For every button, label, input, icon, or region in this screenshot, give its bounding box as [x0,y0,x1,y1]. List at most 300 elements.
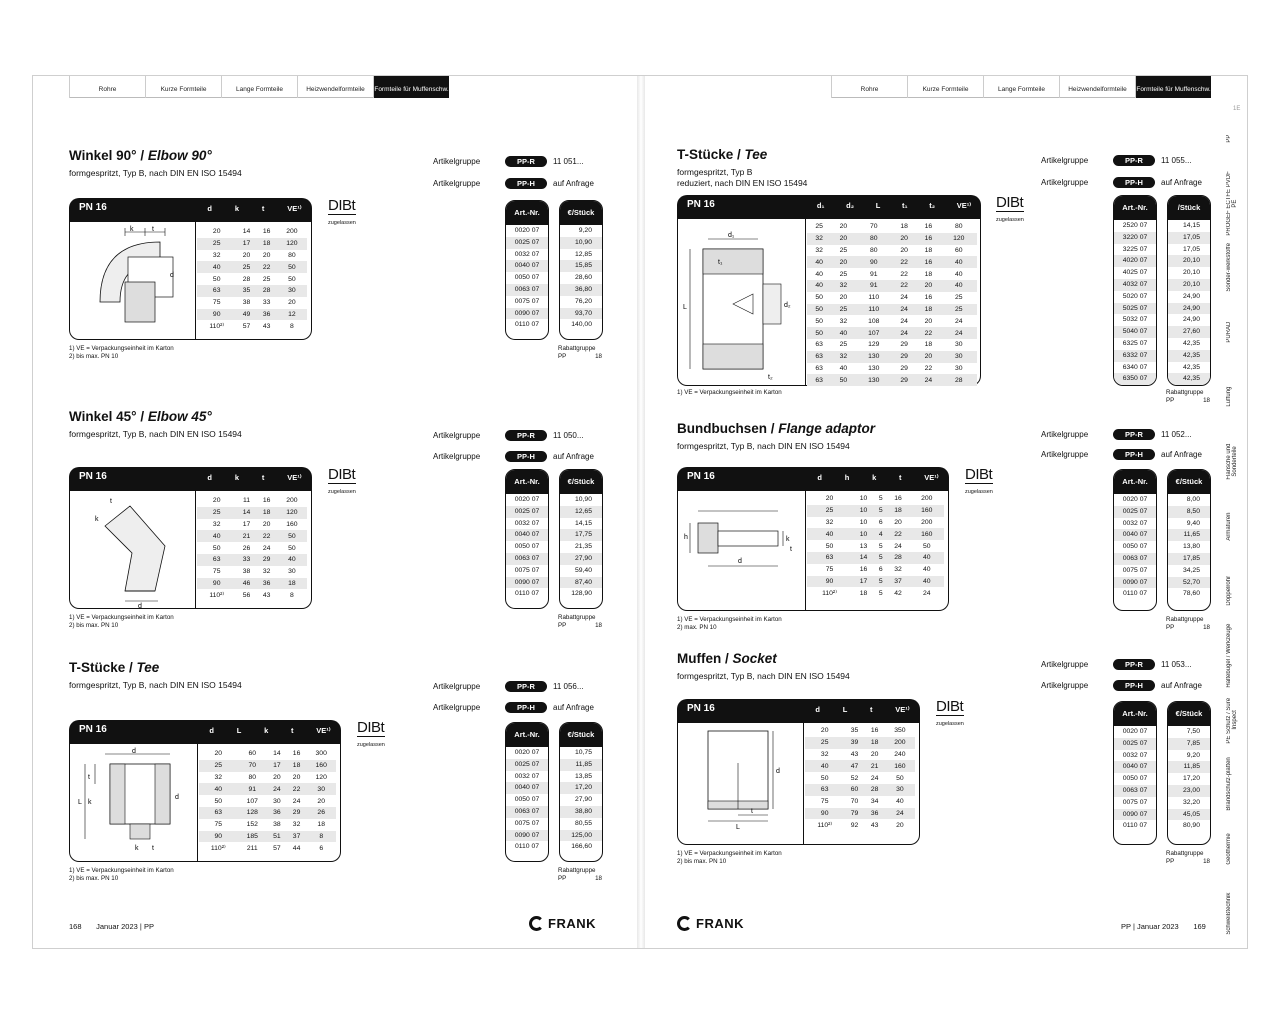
table-cell: 120 [277,507,307,519]
footnotes: 1) VE = Verpackungseinheit im Karton 2) bis max. PN 10 [69,867,174,882]
flange-adaptor-drawing [678,491,806,610]
table-cell: 25 [805,737,844,749]
pn-header: PN 16 [69,467,312,491]
table-cell: 6 [878,518,883,526]
table-cell: 200 [921,518,933,526]
table-row [807,351,977,363]
table-cell: 50 [825,542,834,550]
table-cell: 24 [894,542,902,550]
art-nr-value: 0063 07 [506,806,548,818]
table-cell: 47 [844,760,864,772]
art-nr-value: 0050 07 [514,543,540,551]
footnotes: 1) VE = Verpackungseinheit im Karton 2) bis max. PN 10 [69,614,174,629]
section-title: T-Stücke / Tee [677,147,768,162]
art-nr-column: Art.-Nr. 2520 07 3220 07 3225 07 4020 07 4025 07 4032 07 5020 07 5025 07 5032 07 5040 07 6325 07 6332 07 6340 07 6350 07 [1113,195,1157,386]
art-nr-value: 0090 07 [506,308,548,320]
svg-text:d: d [776,768,780,775]
table-cell: 4 [875,528,887,540]
price-value: 13,85 [574,772,592,780]
table-cell: 40 [805,760,844,772]
table-row [807,552,944,564]
art-nr-value: 0090 07 [506,830,548,842]
price-value: 9,20 [578,227,592,234]
art-nr-value: 0040 07 [506,529,548,541]
art-nr-value: 0025 07 [506,759,548,771]
art-nr-column: Art.-Nr. 0020 07 0025 07 0032 07 0040 07 0050 07 0063 07 0075 07 0090 07 0110 07 [505,469,549,609]
table-row [197,589,307,601]
table-cell: 32 [831,280,855,292]
art-nr-column: Art.-Nr. 0020 07 0025 07 0032 07 0040 07 0050 07 0063 07 0075 07 0090 07 0110 07 [505,200,549,340]
table-cell: 16 [924,223,933,231]
table-cell: 24 [941,327,977,339]
table-cell: 50 [831,374,855,386]
table-cell: 36 [257,578,277,590]
table-row [807,256,977,268]
table-cell: 30 [885,784,915,796]
table-cell: 43 [870,821,879,829]
section-subtitle: formgespritzt, Typ B, nach DIN EN ISO 15494 [677,441,850,451]
table-cell: 32 [214,773,223,781]
art-nr-value: 0032 07 [514,250,540,258]
table-cell: 30 [288,568,296,576]
table-row [197,578,307,590]
table-cell: 40 [922,566,931,574]
price-value: 9,40 [1186,519,1200,527]
table-cell: 18 [900,223,908,231]
table-cell: 63 [807,374,831,386]
tab-lange-formteile[interactable]: Lange Formteile [221,76,297,98]
art-nr-column: Art.-Nr. 0020 07 0025 07 0032 07 0040 07 0050 07 0063 07 0075 07 0090 07 0110 07 [1113,469,1157,611]
table-row [807,505,944,517]
price-value: 27,90 [574,796,592,804]
table-cell: 42 [894,589,902,597]
table-row [197,495,307,507]
section-winkel-45 [69,409,609,649]
category-tabs-right [831,76,1211,98]
table-cell: 20 [839,294,848,302]
table-cell: 110²⁾ [209,323,225,331]
tab-muffenschweiss[interactable]: Formteile für Muffenschw. [373,76,449,98]
table-cell: 16 [292,750,301,758]
table-cell: 75 [212,568,221,576]
art-nr-value: 0032 07 [1122,519,1148,527]
table-row [199,748,336,760]
table-cell: 28 [941,374,977,386]
table-cell: 24 [292,797,301,805]
table-cell: 26 [242,544,251,552]
table-cell: 30 [277,285,307,297]
table-row [807,233,977,245]
art-nr-value: 0075 07 [1122,798,1148,806]
table-cell: 50 [922,542,931,550]
tab-heizwendelformteile[interactable]: Heizwendelformteile [1059,76,1135,98]
table-cell: 32 [820,750,829,758]
table-cell: 200 [286,228,298,236]
table-cell: 18 [886,505,909,517]
table-cell: 50 [212,544,221,552]
table-cell: 18 [924,270,933,278]
art-nr-value: 0020 07 [514,496,540,503]
price-value: 11,85 [560,759,602,771]
price-value: 15,85 [560,260,602,272]
table-cell: 50 [277,261,307,273]
art-nr-value: 5040 07 [1114,326,1156,338]
table-cell: 57 [242,322,251,330]
side-nav-item[interactable]: Armaturen [1226,511,1232,540]
table-cell: 79 [844,808,864,820]
table-cell: 91 [856,280,892,292]
table-cell: 160 [909,505,944,517]
side-nav-item[interactable]: PURAD [1226,321,1232,343]
art-nr-value: 0020 07 [514,749,540,756]
dimension-table [199,748,336,854]
table-cell: 211 [246,844,258,852]
table-cell: 129 [868,341,880,349]
table-cell: 120 [941,233,977,245]
table-cell: 37 [287,831,307,843]
price-value: 12,85 [574,250,592,258]
table-header: d h k t VE¹⁾ [817,473,939,482]
svg-text:d₂: d₂ [784,302,791,309]
table-cell: 40 [831,327,855,339]
table-row [199,760,336,772]
table-cell: 29 [900,364,908,372]
art-nr-value: 0075 07 [1122,566,1148,574]
art-nr-column: Art.-Nr. 0020 07 0025 07 0032 07 0040 07 0050 07 0063 07 0075 07 0090 07 0110 07 [505,722,549,862]
table-cell: 17 [267,760,287,772]
table-cell: 16 [916,233,940,245]
art-nr-value: 0050 07 [1122,543,1148,551]
table-cell: 25 [941,304,977,316]
table-cell: 20 [262,520,271,528]
table-cell: 25 [839,270,848,278]
section-subtitle: formgespritzt, Typ B, nach DIN EN ISO 15494 [69,429,242,439]
table-cell: 32 [262,568,271,576]
table-cell: 50 [815,317,823,325]
table-cell: 240 [894,750,906,758]
art-nr-value: 0025 07 [1114,738,1156,750]
table-row [807,493,944,505]
table-cell: 38 [273,821,281,829]
table-cell: 63 [199,807,238,819]
table-cell: 70 [238,760,268,772]
table-row [805,819,915,831]
table-row [197,566,307,578]
table-row [807,292,977,304]
side-nav-item[interactable]: Lüftung [1226,386,1232,407]
price-value: 20,10 [1182,269,1200,277]
price-value: 28,60 [574,274,592,282]
table-cell: 5 [878,542,883,550]
art-nr-value: 6350 07 [1114,373,1156,385]
table-cell: 20 [214,750,223,758]
tab-kurze-formteile[interactable]: Kurze Formteile [145,76,221,98]
side-nav-item[interactable]: Haltebügel / Werkzeuge [1226,623,1232,688]
table-row [805,796,915,808]
table-cell: 16 [916,256,940,268]
price-value: 45,05 [1168,809,1210,821]
dibt-mark: DIBt zugelassen [357,720,385,753]
table-cell: 75 [820,798,829,806]
table-header: d L k t VE¹⁾ [209,726,331,735]
tab-rohre[interactable]: Rohre [831,76,907,98]
frank-logo: FRANK [529,916,596,931]
svg-text:d: d [132,748,136,755]
table-cell: 14 [236,507,256,519]
dimension-table [807,493,944,599]
table-cell: 16 [870,727,879,735]
footnotes: 1) VE = Verpackungseinheit im Karton 2) bis max. PN 10 [677,850,782,865]
table-cell: 16 [262,497,271,505]
art-nr-value: 0063 07 [1114,785,1156,797]
table-cell: 40 [909,576,944,588]
table-cell: 25 [807,505,852,517]
price-value: 17,05 [1168,232,1210,244]
table-cell: 50 [896,774,904,782]
table-cell: 110 [868,294,880,302]
tab-muffenschweiss[interactable]: Formteile für Muffenschw. [1135,76,1211,98]
tee-drawing [70,744,198,861]
table-row [807,576,944,588]
artikelgruppe-pp-h: Artikelgruppe PP-H auf Anfrage [1041,450,1202,459]
table-cell: 107 [856,327,892,339]
art-nr-value: 0075 07 [514,566,540,574]
tab-heizwendelformteile[interactable]: Heizwendelformteile [297,76,373,98]
svg-text:t: t [790,546,792,553]
table-cell: 40 [807,256,831,268]
side-nav-item[interactable]: Brandschutz-platten [1226,757,1232,812]
table-cell: 63 [807,552,852,564]
price-column: €/Stück 8,00 8,50 9,40 11,65 13,80 17,85 34,25 52,70 78,60 [1167,469,1211,611]
table-cell: 17 [242,520,251,528]
price-value: 14,15 [574,519,592,527]
side-nav-item[interactable]: PE Schutz / Sure Inspect [1226,696,1238,743]
table-cell: 21 [865,760,885,772]
side-nav-item[interactable]: Geothermie [1226,833,1232,865]
table-cell: 160 [306,760,336,772]
table-cell: 29 [892,374,916,386]
table-cell: 200 [885,737,915,749]
table-cell: 18 [317,821,325,829]
table-row [199,842,336,854]
rabattgruppe: Rabattgruppe PP 18 [558,345,602,360]
price-value: 76,20 [574,297,592,305]
table-cell: 25 [199,760,238,772]
table-cell: 25 [197,238,236,250]
table-cell: 40 [199,783,238,795]
table-cell: 25 [839,341,848,349]
table-row [805,737,915,749]
dimension-table [197,226,307,332]
table-cell: 80 [869,246,878,254]
table-cell: 160 [909,528,944,540]
frank-logo: FRANK [677,916,744,931]
svg-text:k: k [130,226,134,233]
table-cell: 30 [306,783,336,795]
table-cell: 70 [869,223,878,231]
table-row [807,315,977,327]
table-row [197,542,307,554]
art-nr-value: 0050 07 [514,796,540,804]
art-nr-value: 4032 07 [1114,279,1156,291]
table-header: d k t VE¹⁾ [207,204,302,213]
art-nr-value: 0020 07 [1122,728,1148,735]
side-nav-item[interactable]: Doppelrohr [1226,575,1232,606]
table-cell: 22 [892,280,916,292]
table-cell: 39 [844,737,864,749]
svg-text:h: h [684,534,688,541]
artikelgruppe-pp-r: Artikelgruppe PP-R 11 056... [433,682,584,691]
pn-header: PN 16 [69,720,341,744]
dibt-mark: DIBt zugelassen [328,198,356,231]
table-header: d L t VE¹⁾ [815,705,910,714]
svg-text:d: d [170,272,174,279]
table-cell: 20 [831,233,855,245]
table-cell: 120 [277,238,307,250]
table-cell: 60 [248,750,257,758]
section-title: Bundbuchsen / Flange adaptor [677,421,876,436]
price-value: 87,40 [560,577,602,589]
price-value: 8,50 [1168,506,1210,518]
table-cell: 24 [870,774,879,782]
tab-rohre[interactable]: Rohre [69,76,145,98]
table-cell: 28 [865,784,885,796]
table-cell: 25 [815,223,823,231]
table-cell: 20 [894,518,902,526]
table-cell: 5 [878,495,883,503]
section-socket [677,651,1217,891]
price-value: 27,60 [1168,326,1210,338]
section-subtitle: formgespritzt, Typ B, nach DIN EN ISO 15494 [677,671,850,681]
artikelgruppe-pp-r: Artikelgruppe PP-R 11 051... [433,157,584,166]
table-cell: 32 [894,566,902,574]
table-cell: 30 [941,351,977,363]
section-subtitle: formgespritzt, Typ B, nach DIN EN ISO 15494 [69,168,242,178]
elbow-90-drawing [70,222,196,339]
table-row [807,374,977,386]
price-value: 13,80 [1182,543,1200,551]
table-row [807,221,977,233]
section-title: Winkel 90° / Elbow 90° [69,148,212,163]
side-nav-item[interactable]: PP [1226,134,1232,143]
footnotes: 1) VE = Verpackungseinheit im Karton [677,389,782,396]
art-nr-value: 0050 07 [514,274,540,282]
table-cell: 20 [831,256,855,268]
table-cell: 20 [242,251,251,259]
table-row [197,285,307,297]
table-cell: 90 [856,256,892,268]
table-cell: 40 [815,270,823,278]
table-cell: 44 [292,844,301,852]
table-cell: 22 [900,270,908,278]
table-cell: 21 [236,530,256,542]
table-cell: 40 [807,280,831,292]
table-cell: 56 [242,591,251,599]
svg-text:t: t [751,808,753,815]
table-cell: 10 [852,528,875,540]
section-flange-adaptor [677,421,1217,661]
table-row [807,540,944,552]
pn-header: PN 16 [677,699,920,723]
price-value: 17,85 [1168,553,1210,565]
side-nav-item[interactable]: Schweißtechnik [1226,892,1232,935]
table-row [197,554,307,566]
table-cell: 5 [878,589,883,597]
table-cell: 24 [262,544,271,552]
elbow-45-drawing [70,491,196,608]
table-cell: 46 [236,578,256,590]
price-value: 24,90 [1182,316,1200,324]
pn-header: PN 16 [69,198,312,222]
table-cell: 37 [886,576,909,588]
table-cell: 29 [287,807,307,819]
table-cell: 63 [815,341,823,349]
table-row [805,725,915,737]
table-cell: 185 [238,831,268,843]
tab-kurze-formteile[interactable]: Kurze Formteile [907,76,983,98]
artikelgruppe-pp-h: Artikelgruppe PP-H auf Anfrage [1041,681,1202,690]
table-row [197,238,307,250]
price-value: 20,10 [1168,279,1210,291]
art-nr-value: 0075 07 [514,819,540,827]
table-cell: 17 [236,238,256,250]
table-cell: 40 [909,552,944,564]
side-nav-item[interactable]: Flansche und Sonderteile [1226,443,1238,480]
tab-lange-formteile[interactable]: Lange Formteile [983,76,1059,98]
price-column: €/Stück 10,75 11,85 13,85 17,20 27,90 38,80 80,55 125,00 166,60 [559,722,603,862]
table-row [197,273,307,285]
price-value: 42,35 [1168,373,1210,385]
section-title: Winkel 45° / Elbow 45° [69,409,212,424]
table-cell: 22 [916,327,940,339]
table-row [807,528,944,540]
rabattgruppe: Rabattgruppe PP 18 [1166,389,1210,404]
side-nav-item[interactable]: PROGEF ECTFE PVDF PE [1226,170,1238,236]
table-row [197,507,307,519]
table-cell: 29 [257,554,277,566]
art-nr-value: 0040 07 [1114,529,1156,541]
table-row [807,517,944,529]
table-cell: 63 [815,364,823,372]
table-cell: 63 [197,554,236,566]
table-cell: 8 [289,322,294,330]
table-row [805,749,915,761]
table-row [197,519,307,531]
table-cell: 60 [844,784,864,796]
price-value: 23,00 [1168,785,1210,797]
price-value: 42,35 [1168,350,1210,362]
table-row [197,261,307,273]
svg-text:L: L [683,304,687,311]
side-nav-item[interactable]: Sonder-werkstoffe [1226,243,1232,292]
table-cell: 152 [246,821,258,829]
table-cell: 25 [262,275,271,283]
table-cell: 50 [820,774,829,782]
price-value: 11,65 [1168,529,1210,541]
table-cell: 107 [246,797,258,805]
art-nr-value: 0110 07 [1122,590,1148,598]
table-cell: 33 [262,299,271,307]
svg-text:k: k [786,536,790,543]
artikelgruppe-pp-h: Artikelgruppe PP-H auf Anfrage [433,452,594,461]
rabattgruppe: Rabattgruppe PP 18 [558,614,602,629]
table-cell: 18 [257,507,277,519]
table-cell: 80 [856,233,892,245]
frank-logo-icon [677,916,692,931]
table-cell: 40 [197,530,236,542]
table-row [807,268,977,280]
table-cell: 14 [273,750,281,758]
